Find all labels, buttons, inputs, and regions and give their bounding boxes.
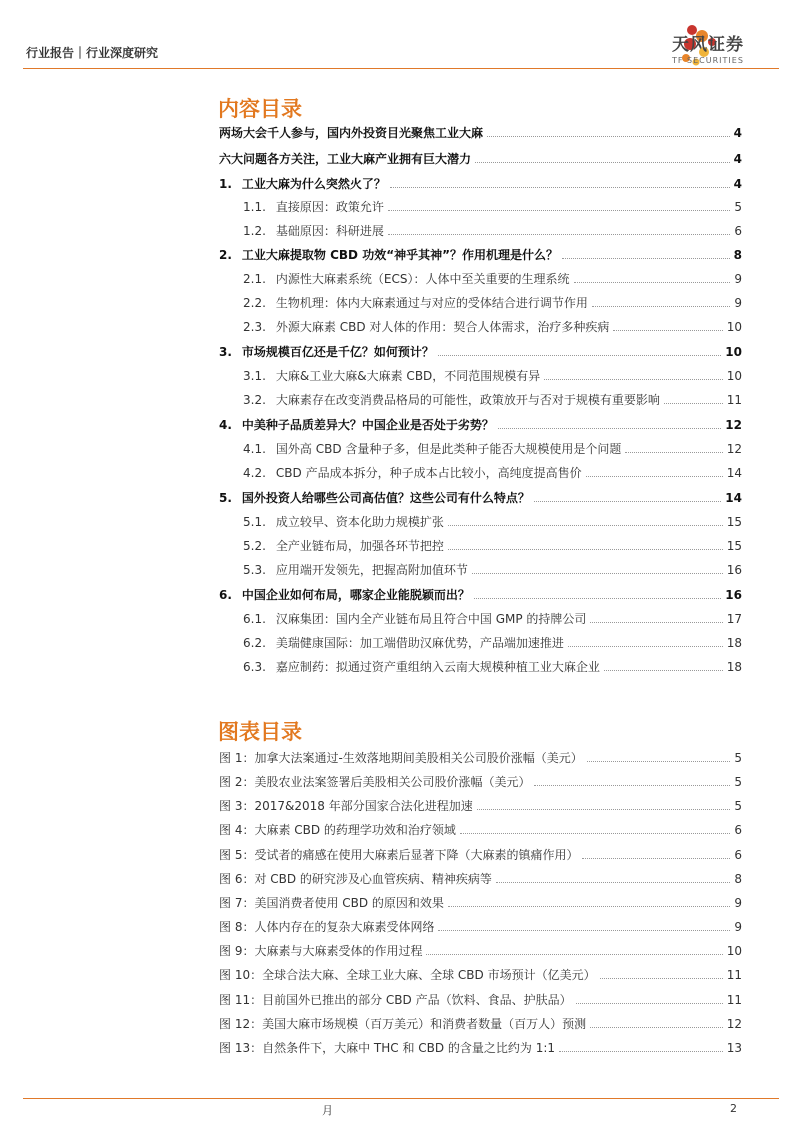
figure-entry-page: 12 [726, 1016, 742, 1031]
toc-entry[interactable] [219, 152, 742, 166]
toc-entry-text: 中美种子品质差异大？中国企业是否处于劣势？ [241, 418, 494, 432]
toc-entry-label [243, 393, 660, 407]
toc-entry-text: 大麻&工业大麻&大麻素 CBD，不同范围规模有异 [275, 369, 541, 383]
figure-entry-page: 6 [734, 847, 742, 862]
header-divider [23, 68, 779, 69]
dot-leader [574, 282, 731, 283]
toc-entry[interactable] [243, 539, 742, 553]
toc-entry[interactable] [243, 320, 742, 334]
toc-entry-number: 5.1. [243, 515, 266, 529]
toc-entry-text: 中国企业如何布局，哪家企业能脱颖而出？ [241, 588, 470, 602]
toc-entry-label [243, 515, 444, 529]
toc-entry-page: 18 [726, 660, 742, 674]
figure-entry-text: 图 12：美国大麻市场规模（百万美元）和消费者数量（百万人）预测 [219, 1016, 587, 1031]
toc-entry-page: 14 [725, 491, 742, 505]
dot-leader [582, 858, 730, 859]
figure-entry-page: 11 [726, 968, 742, 983]
logo-text [672, 30, 744, 65]
report-category: 行业报告｜行业深度研究 [26, 46, 159, 60]
toc-entry[interactable] [243, 369, 742, 383]
dot-leader [475, 162, 730, 163]
toc-entry[interactable] [243, 393, 742, 407]
toc-entry-page: 10 [725, 345, 742, 359]
toc-entry-page: 14 [726, 466, 742, 480]
dot-leader [390, 187, 730, 188]
toc-entry-number: 2.2. [243, 296, 266, 310]
toc-entry-number: 3.2. [243, 393, 266, 407]
toc-entry-number: 4.2. [243, 466, 266, 480]
toc-entry-number: 2. [219, 248, 232, 262]
logo-name: 天风证券 [672, 35, 744, 55]
page-number: 2 [730, 1102, 737, 1115]
dot-leader [474, 598, 721, 599]
dot-leader [625, 452, 722, 453]
dot-leader [388, 234, 730, 235]
toc-entry-number: 3.1. [243, 369, 266, 383]
figure-entry[interactable] [219, 944, 742, 958]
toc-entry-number: 4. [219, 418, 232, 432]
toc-entry-number: 5. [219, 491, 232, 505]
toc-entry-text: 汉麻集团：国内全产业链布局且符合中国 GMP 的持牌公司 [275, 612, 587, 626]
figure-entry[interactable] [219, 968, 742, 982]
toc-entry[interactable] [243, 515, 742, 529]
toc-entry-page: 8 [733, 248, 742, 262]
toc-entry[interactable] [219, 418, 742, 432]
dot-leader [448, 525, 723, 526]
footer-divider [23, 1098, 779, 1099]
toc-entry-label [243, 612, 586, 626]
figure-entry-text: 图 7：美国消费者使用 CBD 的原因和效果 [219, 895, 444, 910]
toc-entry-number: 6.1. [243, 612, 266, 626]
dot-leader [592, 306, 730, 307]
figure-entry-page: 5 [734, 775, 742, 790]
dot-leader [586, 476, 723, 477]
dot-leader [613, 330, 722, 331]
dot-leader [388, 210, 730, 211]
toc-entry-label [219, 491, 530, 505]
toc-entry[interactable] [243, 296, 742, 310]
toc-entry-number: 3. [219, 345, 232, 359]
dot-leader [477, 809, 731, 810]
toc-entry-text: 基础原因：科研进展 [275, 224, 384, 238]
toc-entry-page: 17 [726, 612, 742, 626]
dot-leader [568, 646, 723, 647]
figure-entry-page: 13 [726, 1040, 742, 1055]
dot-leader [438, 930, 730, 931]
toc-entry[interactable] [243, 200, 742, 214]
toc-entry-text: 应用端开发领先，把握高附加值环节 [275, 563, 468, 577]
figures-title: 图表目录 [218, 720, 302, 744]
dot-leader [559, 1051, 723, 1052]
toc-entry-page: 9 [734, 272, 742, 286]
figure-entry-text: 图 5：受试者的痛感在使用大麻素后显著下降（大麻素的镇痛作用） [219, 847, 579, 862]
toc-entry[interactable] [219, 491, 742, 505]
toc-entry-text: 嘉应制药：拟通过资产重组纳入云南大规模种植工业大麻企业 [275, 660, 600, 674]
toc-entry-label [243, 224, 384, 238]
toc-entry-label [219, 248, 558, 262]
toc-entry[interactable] [219, 126, 742, 140]
toc-entry-page: 4 [733, 126, 742, 140]
toc-entry-label [243, 563, 468, 577]
toc-entry-text: 大麻素存在改变消费品格局的可能性，政策放开与否对于规模有重要影响 [275, 393, 660, 407]
dot-leader [498, 428, 721, 429]
toc-entry-number: 6.2. [243, 636, 266, 650]
dot-leader [604, 670, 723, 671]
figure-entry-text: 图 3：2017&2018 年部分国家合法化进程加速 [219, 799, 473, 814]
toc-entry[interactable] [243, 660, 742, 674]
figure-entry[interactable] [219, 1017, 742, 1031]
toc-entry-page: 9 [734, 296, 742, 310]
toc-title: 内容目录 [218, 97, 302, 121]
toc-entry-page: 12 [725, 418, 742, 432]
toc-entry-label [243, 320, 609, 334]
figure-entry-text: 图 2：美股农业法案签署后美股相关公司股价涨幅（美元） [219, 775, 531, 790]
figure-entry-text: 图 1：加拿大法案通过-生效落地期间美股相关公司股价涨幅（美元） [219, 751, 583, 765]
toc-entry[interactable] [243, 612, 742, 626]
toc-entry-label [243, 296, 588, 310]
toc-entry-label [219, 152, 471, 166]
toc-entry-page: 16 [725, 588, 742, 602]
figure-entry[interactable] [219, 848, 742, 862]
figure-entry-page: 9 [734, 895, 742, 910]
toc-entry-number: 1.1. [243, 200, 266, 214]
toc-entry-number: 1.2. [243, 224, 266, 238]
toc-entry-label [219, 126, 483, 140]
figure-entry-page: 10 [726, 944, 742, 959]
toc-entry-number: 1. [219, 177, 232, 191]
dot-leader [664, 403, 723, 404]
dot-leader [534, 785, 730, 786]
figure-entry-text: 图 8：人体内存在的复杂大麻素受体网络 [219, 920, 435, 935]
dot-leader [534, 501, 721, 502]
toc-entry-label [219, 588, 470, 602]
toc-entry-label [219, 345, 434, 359]
figure-entry-page: 5 [734, 799, 742, 814]
dot-leader [590, 622, 722, 623]
figure-entry-page: 8 [734, 871, 742, 886]
toc-entry[interactable] [219, 177, 742, 191]
toc-entry[interactable] [219, 248, 742, 262]
toc-entry[interactable] [219, 345, 742, 359]
toc-entry-text: 直接原因：政策允许 [275, 200, 384, 214]
toc-entry-label [219, 177, 386, 191]
dot-leader [576, 1003, 723, 1004]
toc-entry-text: 生物机理：体内大麻素通过与对应的受体结合进行调节作用 [275, 296, 588, 310]
toc-entry-number: 2.1. [243, 272, 266, 286]
dot-leader [448, 549, 723, 550]
dot-leader [544, 379, 722, 380]
toc-entry-text: 市场规模百亿还是千亿？如何预计？ [241, 345, 434, 359]
toc-entry-number: 4.1. [243, 442, 266, 456]
toc-entry-number: 2.3. [243, 320, 266, 334]
toc-entry-label [243, 539, 444, 553]
toc-entry-text: 工业大麻提取物 CBD 功效“神乎其神”？作用机理是什么？ [241, 248, 558, 262]
toc-entry-page: 6 [734, 224, 742, 238]
toc-entry[interactable] [243, 466, 742, 480]
dot-leader [472, 573, 723, 574]
figure-entry[interactable] [219, 920, 742, 934]
toc-entry-label [243, 660, 600, 674]
toc-entry-text: 工业大麻为什么突然火了？ [241, 177, 386, 191]
figure-entry-text: 图 10：全球合法大麻、全球工业大麻、全球 CBD 市场预计（亿美元） [219, 968, 596, 983]
figure-entry-page: 9 [734, 920, 742, 935]
toc-entry-text: 内源性大麻素系统（ECS）：人体中至关重要的生理系统 [275, 272, 570, 286]
toc-entry-page: 4 [733, 177, 742, 191]
figure-entry-text: 图 9：大麻素与大麻素受体的作用过程 [219, 944, 423, 959]
toc-entry-number: 5.3. [243, 563, 266, 577]
toc-entry-page: 12 [726, 442, 742, 456]
toc-entry-page: 15 [726, 515, 742, 529]
toc-entry-number: 5.2. [243, 539, 266, 553]
dot-leader [448, 906, 730, 907]
toc-entry-page: 16 [726, 563, 742, 577]
dot-leader [487, 136, 730, 137]
figure-entry[interactable] [219, 993, 742, 1007]
toc-entry-label [243, 369, 540, 383]
toc-entry-text: 全产业链布局，加强各环节把控 [275, 539, 444, 553]
dot-leader [496, 882, 730, 883]
figure-entry[interactable] [219, 775, 742, 789]
figure-entry-page: 5 [734, 751, 742, 765]
toc-entry-label [219, 418, 494, 432]
dot-leader [600, 978, 723, 979]
toc-entry-number: 6. [219, 588, 232, 602]
figure-entry-text: 图 4：大麻素 CBD 的药理学功效和治疗领域 [219, 823, 456, 838]
toc-entry-number: 6.3. [243, 660, 266, 674]
dot-leader [590, 1027, 723, 1028]
dot-leader [587, 761, 731, 762]
dot-leader [438, 355, 721, 356]
toc-entry[interactable] [243, 563, 742, 577]
toc-entry-text: 两场大会千人参与，国内外投资目光聚焦工业大麻 [219, 126, 484, 140]
dot-leader [426, 954, 722, 955]
toc-entry-text: 六大问题各方关注，工业大麻产业拥有巨大潜力 [219, 152, 472, 166]
toc-entry-page: 18 [726, 636, 742, 650]
toc-entry-text: 外源大麻素 CBD 对人体的作用：契合人体需求，治疗多种疾病 [275, 320, 610, 334]
figure-entry-text: 图 13：自然条件下，大麻中 THC 和 CBD 的含量之比约为 1:1 [219, 1040, 556, 1055]
figure-entry[interactable] [219, 751, 742, 765]
toc-entry-label [243, 466, 582, 480]
dot-leader [562, 258, 730, 259]
toc-entry-text: 国外高 CBD 含量种子多，但是此类种子能否大规模使用是个问题 [275, 442, 622, 456]
toc-entry-text: 国外投资人给哪些公司高估值？这些公司有什么特点？ [241, 491, 530, 505]
figure-entry-text: 图 11：目前国外已推出的部分 CBD 产品（饮料、食品、护肤品） [219, 992, 572, 1007]
toc-entry-label [243, 272, 570, 286]
figure-entry[interactable] [219, 799, 742, 813]
toc-entry[interactable] [243, 272, 742, 286]
toc-entry-label [243, 636, 564, 650]
figure-entry-text: 图 6：对 CBD 的研究涉及心血管疾病、精神疾病等 [219, 871, 492, 886]
toc-entry[interactable] [243, 224, 742, 238]
toc-entry-page: 10 [726, 320, 742, 334]
toc-entry-page: 4 [733, 152, 742, 166]
toc-entry[interactable] [243, 442, 742, 456]
toc-entry-page: 5 [734, 200, 742, 214]
toc-entry-page: 10 [726, 369, 742, 383]
logo-en-name: TF SECURITIES [672, 56, 744, 65]
figure-entry-page: 11 [726, 992, 742, 1007]
toc-entry-text: 美瑞健康国际：加工端借助汉麻优势，产品端加速推进 [275, 636, 564, 650]
toc-entry-text: CBD 产品成本拆分，种子成本占比较小，高纯度提高售价 [275, 466, 582, 480]
toc-entry[interactable] [243, 636, 742, 650]
figure-entry[interactable] [219, 823, 742, 837]
figure-entry[interactable] [219, 1041, 742, 1055]
footer-mark: 月 [322, 1104, 333, 1117]
figure-entry-page: 6 [734, 823, 742, 838]
toc-entry[interactable] [219, 588, 742, 602]
toc-entry-text: 成立较早、资本化助力规模扩张 [275, 515, 444, 529]
dot-leader [460, 833, 730, 834]
figure-entry[interactable] [219, 896, 742, 910]
toc-entry-label [243, 200, 384, 214]
figure-entry[interactable] [219, 872, 742, 886]
toc-entry-label [243, 442, 621, 456]
toc-entry-page: 15 [726, 539, 742, 553]
toc-entry-page: 11 [726, 393, 742, 407]
